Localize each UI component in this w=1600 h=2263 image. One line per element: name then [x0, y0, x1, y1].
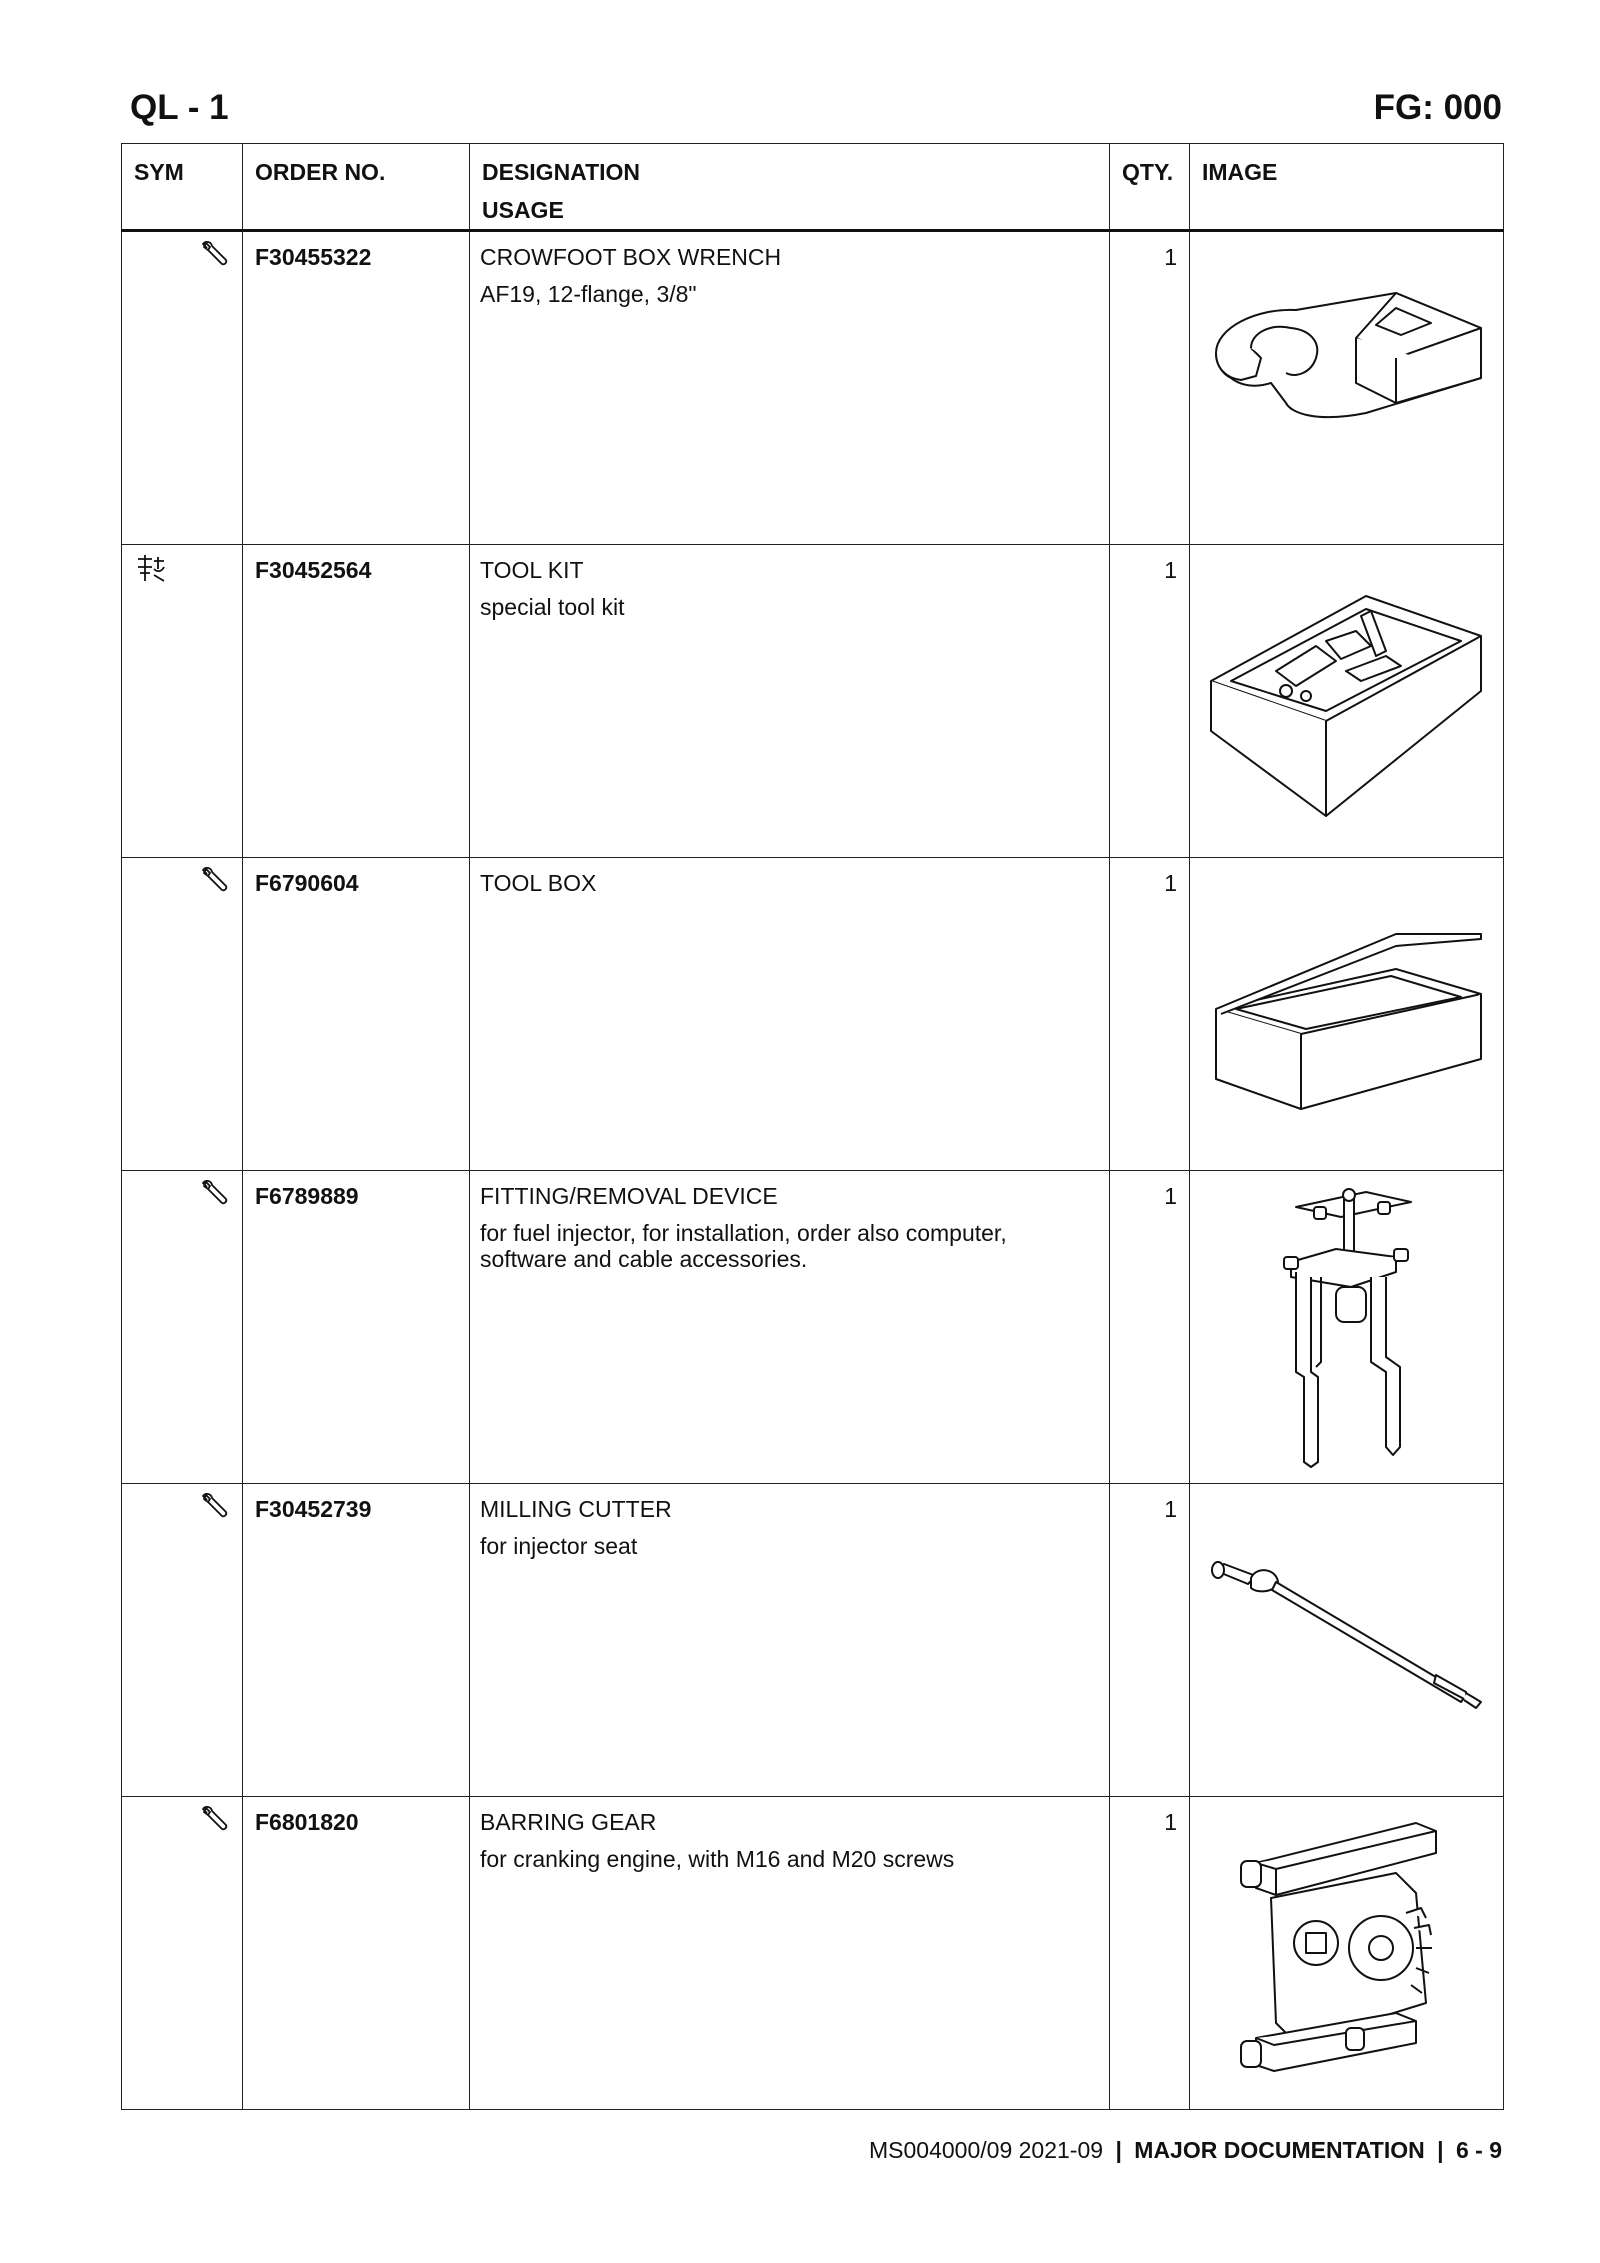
image-cell [1190, 231, 1504, 545]
usage-text: special tool kit [480, 594, 625, 620]
crowfoot-wrench-image [1196, 238, 1496, 538]
designation-name: FITTING/REMOVAL DEVICE [480, 1183, 778, 1209]
column-header-order: ORDER NO. [243, 144, 470, 231]
table-row [122, 545, 1504, 858]
qty-cell: 1 [1110, 1171, 1190, 1484]
image-cell [1190, 1797, 1504, 2110]
barring-gear-image [1196, 1803, 1496, 2103]
qty-cell: 1 [1110, 1484, 1190, 1797]
order-cell: F30452739 [243, 1484, 470, 1797]
image-cell [1190, 545, 1504, 858]
designation-cell [470, 1171, 1110, 1484]
designation-cell [470, 858, 1110, 1171]
order-cell: F6801820 [243, 1797, 470, 2110]
sym-cell [122, 1484, 243, 1797]
designation-name: TOOL KIT [480, 557, 584, 583]
order-cell: F6790604 [243, 858, 470, 1171]
column-header-sym: SYM [122, 144, 243, 231]
tool-box-image [1196, 864, 1496, 1164]
designation-cell [470, 545, 1110, 858]
designation-cell [470, 1484, 1110, 1797]
usage-text: for fuel injector, for installation, order also computer, software and cable accessories. [480, 1220, 1007, 1272]
usage-text: AF19, 12-flange, 3/8" [480, 281, 697, 307]
usage-text: for injector seat [480, 1533, 638, 1559]
table-row [122, 1484, 1504, 1797]
document-date: 2021-09 [1018, 2137, 1104, 2163]
footer-separator: | [1115, 2137, 1122, 2163]
wrench-icon [200, 866, 230, 901]
image-cell [1190, 1484, 1504, 1797]
page-title-right: FG: 000 [1373, 88, 1502, 127]
qty-cell: 1 [1110, 545, 1190, 858]
order-cell: F6789889 [243, 1171, 470, 1484]
tool-kit-image [1196, 551, 1496, 851]
order-cell: F30452564 [243, 545, 470, 858]
designation-cell [470, 1797, 1110, 2110]
qty-cell: 1 [1110, 858, 1190, 1171]
sym-cell [122, 231, 243, 545]
footer-separator: | [1437, 2137, 1444, 2163]
image-cell [1190, 1171, 1504, 1484]
column-header-designation [470, 144, 1110, 231]
image-cell [1190, 858, 1504, 1171]
order-cell: F30455322 [243, 231, 470, 545]
sym-cell [122, 1797, 243, 2110]
usage-text: for cranking engine, with M16 and M20 screws [480, 1846, 955, 1872]
fitting-removal-device-image [1196, 1177, 1496, 1477]
sym-cell [122, 858, 243, 1171]
designation-label: DESIGNATION [482, 159, 641, 185]
sym-cell [122, 1171, 243, 1484]
sym-cell [122, 545, 243, 858]
column-header-qty: QTY. [1110, 144, 1190, 231]
page-footer [869, 2137, 1502, 2164]
table-header-row [122, 144, 1504, 231]
document-number: MS004000/09 [869, 2137, 1013, 2163]
section-title: MAJOR DOCUMENTATION [1134, 2137, 1425, 2163]
wrench-icon [200, 1805, 230, 1840]
parts-table [121, 143, 1504, 2110]
table-row [122, 1171, 1504, 1484]
table-row [122, 1797, 1504, 2110]
page-title-left: QL - 1 [130, 88, 229, 127]
table-row [122, 858, 1504, 1171]
column-header-image: IMAGE [1190, 144, 1504, 231]
designation-cell [470, 231, 1110, 545]
designation-name: TOOL BOX [480, 870, 597, 896]
milling-cutter-image [1196, 1490, 1496, 1790]
qty-cell: 1 [1110, 1797, 1190, 2110]
wrench-icon [200, 1492, 230, 1527]
qty-cell: 1 [1110, 231, 1190, 545]
designation-name: MILLING CUTTER [480, 1496, 672, 1522]
tool-kit-icon [134, 553, 168, 588]
table-row [122, 231, 1504, 545]
wrench-icon [200, 1179, 230, 1214]
wrench-icon [200, 240, 230, 275]
usage-label: USAGE [482, 197, 564, 223]
designation-name: CROWFOOT BOX WRENCH [480, 244, 782, 270]
designation-name: BARRING GEAR [480, 1809, 657, 1835]
page-number: 6 - 9 [1455, 2137, 1502, 2163]
